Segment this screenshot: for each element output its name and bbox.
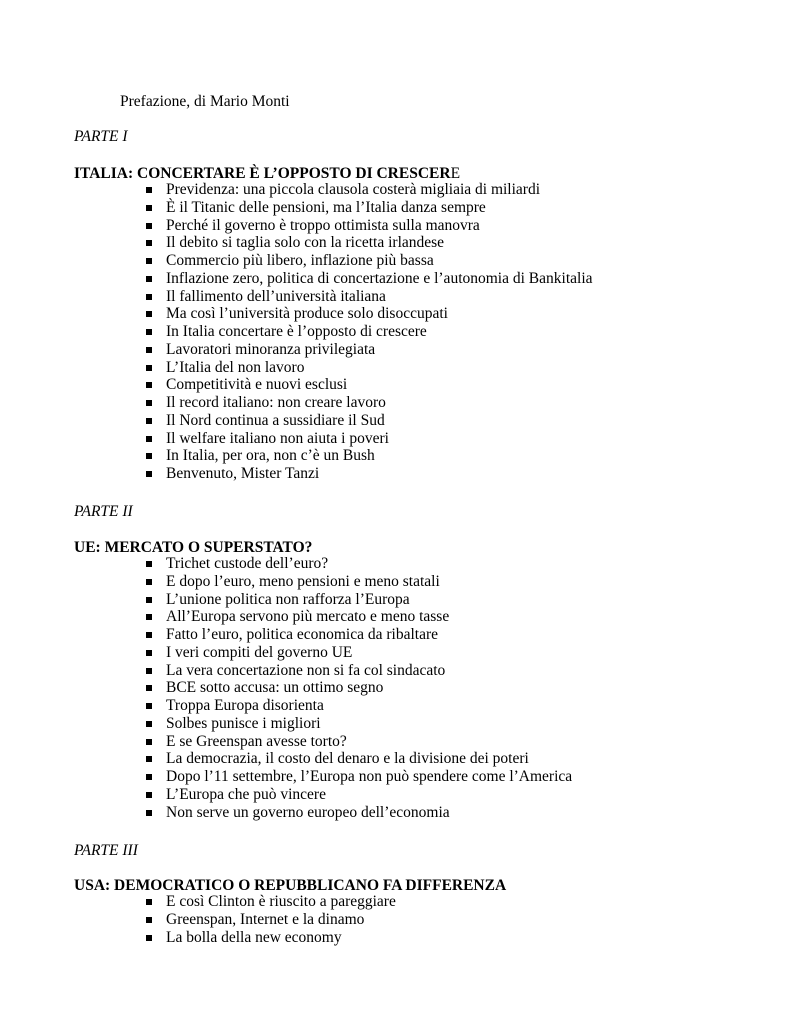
bullet-icon [146,597,152,603]
list-item [146,394,593,412]
list-item-text: L’Europa che può vincere [166,785,326,803]
list-item [146,662,572,680]
part-1-list [146,181,593,483]
list-item-text: Non serve un governo europeo dell’economia [166,803,450,821]
list-item [146,234,593,252]
list-item-text: Previdenza: una piccola clausola costerà migliaia di miliardi [166,181,541,198]
list-item-text: La bolla della new economy [166,928,342,946]
bullet-icon [146,205,152,211]
bullet-icon [146,614,152,620]
list-item [146,893,396,911]
list-item [146,591,572,609]
bullet-icon [146,240,152,246]
bullet-icon [146,471,152,477]
list-item [146,217,593,235]
list-item [146,430,593,448]
bullet-icon [146,418,152,424]
bullet-icon [146,187,152,193]
list-item-text: Lavoratori minoranza privilegiata [166,340,376,358]
list-item [146,911,396,929]
list-item-text: E così Clinton è riuscito a pareggiare [166,893,396,910]
list-item-text: In Italia, per ora, non c’è un Bush [166,447,375,465]
list-item-text: Il debito si taglia solo con la ricetta irlandese [166,234,445,252]
bullet-icon [146,810,152,816]
list-item [146,733,572,751]
list-item [146,376,593,394]
list-item [146,288,593,306]
bullet-icon [146,774,152,780]
list-item [146,804,572,822]
list-item-text: Il fallimento dell’università italiana [166,287,386,305]
list-item [146,359,593,377]
list-item [146,715,572,733]
list-item-text: Greenspan, Internet e la dinamo [166,910,365,928]
bullet-icon [146,899,152,905]
list-item-text: Il Nord continua a sussidiare il Sud [166,411,385,429]
list-item-text: L’Italia del non lavoro [166,358,305,376]
list-item [146,323,593,341]
bullet-icon [146,258,152,264]
list-item [146,697,572,715]
list-item-text: BCE sotto accusa: un ottimo segno [166,679,384,697]
bullet-icon [146,400,152,406]
part-1-title-main: ITALIA: CONCERTARE È L’OPPOSTO DI CRESCER [74,165,451,182]
part-1-label: PARTE I [74,128,128,145]
list-item-text: Il record italiano: non creare lavoro [166,394,386,411]
list-item-text: Troppa Europa disorienta [166,697,324,714]
list-item-text: La democrazia, il costo del denaro e la divisione dei poteri [166,750,529,768]
list-item [146,768,572,786]
bullet-icon [146,436,152,442]
list-item-text: Il welfare italiano non aiuta i poveri [166,429,389,447]
bullet-icon [146,294,152,300]
list-item [146,626,572,644]
bullet-icon [146,739,152,745]
bullet-icon [146,650,152,656]
list-item-text: Trichet custode dell’euro? [166,555,329,572]
bullet-icon [146,579,152,585]
bullet-icon [146,668,152,674]
list-item-text: Ma così l’università produce solo disoccupati [166,305,448,323]
list-item-text: All’Europa servono più mercato e meno tasse [166,608,450,626]
list-item [146,270,593,288]
list-item [146,341,593,359]
bullet-icon [146,276,152,282]
bullet-icon [146,792,152,798]
list-item-text: Inflazione zero, politica di concertazione e l’autonomia di Bankitalia [166,269,593,287]
list-item-text: È il Titanic delle pensioni, ma l’Italia danza sempre [166,198,486,216]
bullet-icon [146,721,152,727]
list-item [146,750,572,768]
list-item-text: Solbes punisce i migliori [166,714,321,732]
bullet-icon [146,756,152,762]
bullet-icon [146,561,152,567]
part-2-title-main: UE: MERCATO O SUPERSTATO? [74,539,313,556]
list-item-text: I veri compiti del governo UE [166,643,353,661]
list-item [146,644,572,662]
list-item [146,573,572,591]
list-item-text: Perché il governo è troppo ottimista sulla manovra [166,216,480,234]
list-item [146,465,593,483]
bullet-icon [146,329,152,335]
bullet-icon [146,935,152,941]
list-item [146,305,593,323]
list-item-text: L’unione politica non rafforza l’Europa [166,590,410,608]
part-1-title-tail: E [450,165,461,182]
list-item [146,555,572,573]
part-3-label: PARTE III [74,842,138,859]
list-item-text: Fatto l’euro, politica economica da ribaltare [166,626,438,643]
list-item [146,786,572,804]
list-item [146,679,572,697]
list-item-text: Benvenuto, Mister Tanzi [166,465,320,482]
list-item [146,608,572,626]
bullet-icon [146,365,152,371]
list-item-text: Competitività e nuovi esclusi [166,376,348,394]
part-2-list [146,555,572,821]
bullet-icon [146,382,152,388]
list-item-text: In Italia concertare è l’opposto di crescere [166,323,427,340]
bullet-icon [146,632,152,638]
bullet-icon [146,223,152,229]
bullet-icon [146,917,152,923]
list-item-text: Commercio più libero, inflazione più bassa [166,252,434,269]
list-item-text: E se Greenspan avesse torto? [166,732,347,750]
list-item-text: Dopo l’11 settembre, l’Europa non può spendere come l’America [166,768,573,785]
part-3-title-main: USA: DEMOCRATICO O REPUBBLICANO FA DIFFERENZA [74,877,507,894]
bullet-icon [146,703,152,709]
bullet-icon [146,347,152,353]
list-item [146,447,593,465]
preface-line: Prefazione, di Mario Monti [120,93,290,110]
bullet-icon [146,311,152,317]
list-item [146,199,593,217]
bullet-icon [146,685,152,691]
list-item-text: La vera concertazione non si fa col sindacato [166,661,446,679]
part-3-list [146,893,396,946]
list-item [146,412,593,430]
list-item [146,929,396,947]
part-2-label: PARTE II [74,503,133,520]
list-item [146,252,593,270]
list-item-text: E dopo l’euro, meno pensioni e meno statali [166,572,440,590]
list-item [146,181,593,199]
bullet-icon [146,453,152,459]
